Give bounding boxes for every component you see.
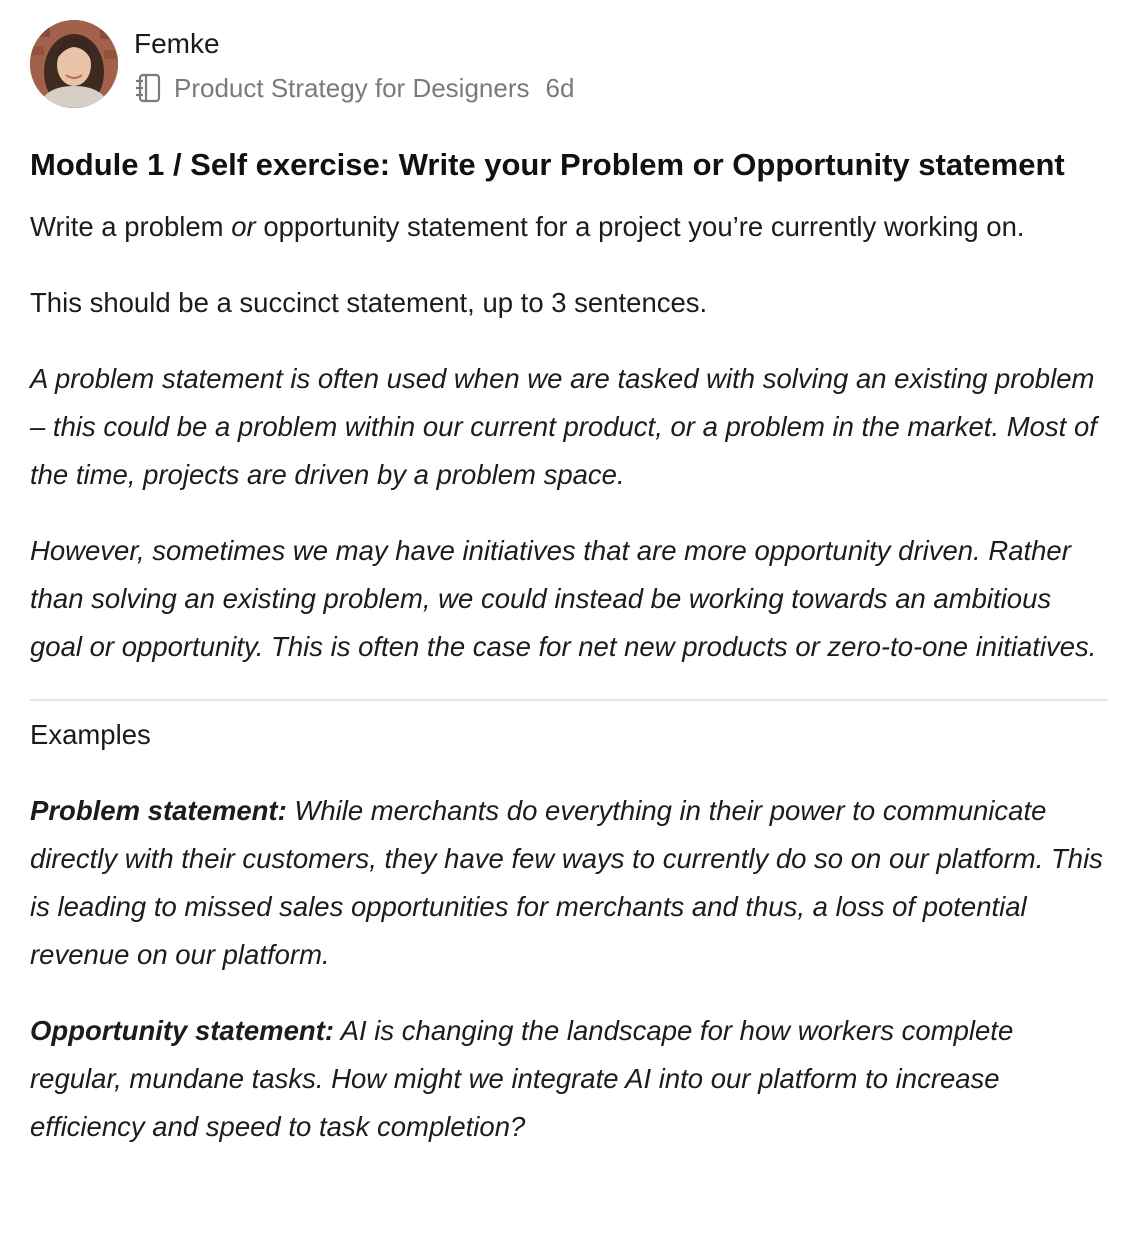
intro-text-start: Write a problem — [30, 211, 232, 242]
notebook-icon — [134, 73, 162, 103]
problem-example-text: While merchants do everything in their power to communicate directly with their customers, they have few ways to currently do so on our platform. This is leading to missed sales opportunities for merchants and thus, a loss of potential revenue on our platform. — [30, 795, 1103, 970]
length-note: This should be a succinct statement, up to 3 sentences. — [30, 287, 708, 318]
post-meta — [134, 70, 574, 106]
problem-example — [30, 787, 1108, 979]
post-body — [30, 203, 1108, 1151]
post-header — [30, 0, 1108, 118]
course-link[interactable] — [134, 73, 530, 104]
intro-text-end: opportunity statement for a project you’re currently working on. — [255, 211, 1025, 242]
opportunity-example — [30, 1007, 1108, 1151]
examples-heading: Examples — [30, 719, 151, 750]
author-name[interactable]: Femke — [134, 28, 220, 59]
course-name: Product Strategy for Designers — [174, 72, 530, 103]
avatar[interactable] — [30, 20, 118, 108]
avatar-photo — [30, 20, 118, 108]
problem-explainer: A problem statement is often used when we are tasked with solving an existing problem – this could be a problem within our current product, or a problem in the market. Most of the time, projects are driven by a problem space. — [30, 363, 1097, 490]
section-divider — [30, 699, 1108, 701]
intro-paragraph — [30, 203, 1108, 251]
intro-emphasis: or — [231, 211, 256, 242]
problem-example-label: Problem statement: — [30, 795, 287, 826]
post-timestamp: 6d — [545, 72, 575, 103]
post-title: Module 1 / Self exercise: Write your Problem or Opportunity statement — [30, 147, 1065, 182]
opportunity-explainer: However, sometimes we may have initiatives that are more opportunity driven. Rather than solving an existing problem, we could instead be working towards an ambitious goal or opportunity. This is often the case for net new products or zero-to-one initiatives. — [30, 535, 1097, 662]
opportunity-example-label: Opportunity statement: — [30, 1015, 335, 1046]
opportunity-example-text: AI is changing the landscape for how workers complete regular, mundane tasks. How might we integrate AI into our platform to increase efficiency and speed to task completion? — [30, 1015, 1014, 1142]
